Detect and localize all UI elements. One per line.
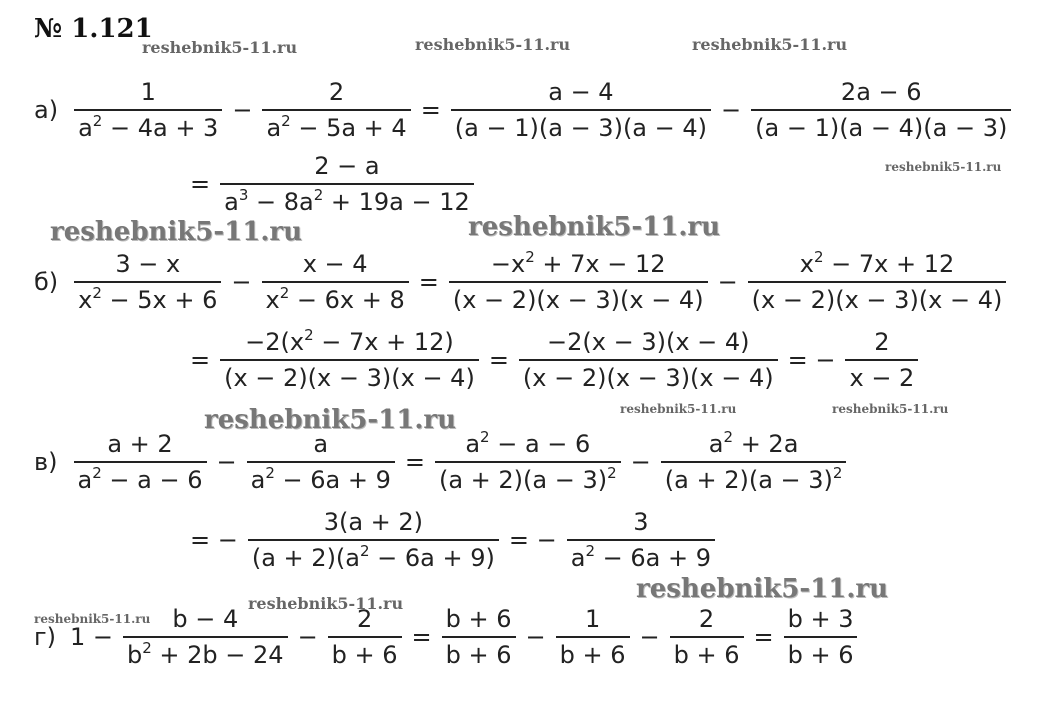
numerator: 2 − a (314, 152, 380, 180)
denominator: b + 6 (442, 636, 516, 669)
numerator: 2 (356, 605, 373, 633)
denominator: x − 2 (845, 359, 918, 392)
denominator: (a − 1)(a − 3)(a − 4) (451, 109, 711, 142)
problem-number: № 1.121 (34, 14, 153, 44)
operator: = (411, 623, 432, 651)
watermark: reshebnik5-11.ru (692, 35, 848, 54)
fraction (328, 605, 402, 669)
fraction (567, 508, 715, 572)
numerator: $x^2 - 7x + 12$ (799, 248, 955, 278)
numerator: $a^2 + 2a$ (708, 428, 799, 458)
denominator: $x^2 - 6x + 8$ (262, 281, 409, 314)
denominator: $a^2 - 6a + 9$ (567, 539, 715, 572)
fraction (748, 250, 1007, 314)
numerator: −2(x − 3)(x − 4) (547, 328, 750, 356)
equation-a-line-2 (186, 152, 480, 216)
fraction (74, 78, 222, 142)
watermark: reshebnik5-11.ru (636, 574, 889, 604)
equation-b-line-2 (186, 328, 924, 392)
numerator: $-2(x^2 - 7x + 12)$ (245, 326, 454, 356)
watermark: reshebnik5-11.ru (620, 402, 737, 416)
numerator: x − 4 (302, 250, 368, 278)
numerator: 1 (140, 78, 156, 106)
numerator: b + 3 (787, 605, 854, 633)
operator: = (190, 346, 211, 374)
operator: = (753, 623, 774, 651)
numerator: 3 (633, 508, 649, 536)
numerator: 3 − x (115, 250, 181, 278)
watermark: reshebnik5-11.ru (34, 612, 151, 626)
equation-g-line-1 (34, 605, 863, 669)
numerator: 3(a + 2) (323, 508, 424, 536)
equation-b-line-1 (34, 250, 1012, 314)
fraction (123, 605, 288, 669)
operator: − (721, 96, 742, 124)
equation-v-line-1 (34, 430, 852, 494)
denominator: $(a + 2)(a - 3)^2$ (435, 461, 621, 494)
denominator: $a^2 - a - 6$ (74, 461, 207, 494)
denominator: b + 6 (556, 636, 630, 669)
fraction (784, 605, 858, 669)
operator: = (190, 170, 211, 198)
operator: − (630, 448, 651, 476)
denominator: b + 6 (670, 636, 744, 669)
denominator: (x − 2)(x − 3)(x − 4) (519, 359, 778, 392)
denominator: $a^2 - 5a + 4$ (262, 109, 410, 142)
watermark: reshebnik5-11.ru (832, 402, 949, 416)
numerator: 1 (584, 605, 601, 633)
numerator: 2a − 6 (840, 78, 922, 106)
numerator: a − 4 (548, 78, 614, 106)
watermark: reshebnik5-11.ru (415, 35, 571, 54)
operator: − (232, 96, 253, 124)
fraction (661, 430, 847, 494)
fraction (262, 78, 410, 142)
watermark: reshebnik5-11.ru (142, 38, 298, 57)
operator: − (525, 623, 546, 651)
operator: = − (787, 346, 836, 374)
operator: − (216, 448, 237, 476)
fraction (751, 78, 1011, 142)
operator: − (717, 268, 738, 296)
fraction (74, 430, 207, 494)
fraction (845, 328, 918, 392)
operator: = − (190, 526, 238, 554)
denominator: $a^2 - 4a + 3$ (74, 109, 222, 142)
fraction (74, 250, 221, 314)
term: 1 − (69, 623, 113, 651)
fraction (449, 250, 708, 314)
operator: − (297, 623, 318, 651)
fraction (556, 605, 630, 669)
denominator: (x − 2)(x − 3)(x − 4) (748, 281, 1007, 314)
numerator: $-x^2 + 7x - 12$ (490, 248, 666, 278)
operator: = (404, 448, 425, 476)
part-label-b: б) (34, 268, 59, 296)
watermark: reshebnik5-11.ru (50, 217, 303, 247)
numerator: $a^2 - a - 6$ (465, 428, 591, 458)
operator: = − (508, 526, 557, 554)
equation-v-line-2 (186, 508, 721, 572)
operator: − (231, 268, 252, 296)
operator: − (639, 623, 660, 651)
fraction (442, 605, 516, 669)
numerator: 2 (328, 78, 345, 106)
part-label-a: а) (34, 96, 59, 124)
denominator: $a^3 - 8a^2 + 19a - 12$ (220, 183, 474, 216)
fraction (248, 508, 499, 572)
denominator: b + 6 (784, 636, 858, 669)
operator: = (488, 346, 509, 374)
denominator: $x^2 - 5x + 6$ (74, 281, 221, 314)
equation-a-line-1 (34, 78, 1017, 142)
fraction (220, 152, 474, 216)
part-label-g: г) (34, 623, 56, 651)
denominator: $b^2 + 2b - 24$ (123, 636, 288, 669)
denominator: (x − 2)(x − 3)(x − 4) (220, 359, 479, 392)
numerator: 2 (698, 605, 715, 633)
numerator: a (313, 430, 329, 458)
denominator: $(a + 2)(a^2 - 6a + 9)$ (248, 539, 499, 572)
denominator: (a − 1)(a − 4)(a − 3) (751, 109, 1011, 142)
operator: = (420, 96, 441, 124)
fraction (247, 430, 395, 494)
part-label-v: в) (34, 448, 58, 476)
watermark: reshebnik5-11.ru (468, 212, 721, 242)
denominator: b + 6 (328, 636, 402, 669)
fraction (451, 78, 711, 142)
denominator: $a^2 - 6a + 9$ (247, 461, 395, 494)
numerator: 2 (874, 328, 890, 356)
watermark: reshebnik5-11.ru (204, 405, 457, 435)
numerator: b − 4 (172, 605, 239, 633)
numerator: a + 2 (107, 430, 173, 458)
operator: = (418, 268, 439, 296)
watermark: reshebnik5-11.ru (885, 160, 1002, 174)
fraction (519, 328, 778, 392)
fraction (220, 328, 479, 392)
fraction (262, 250, 409, 314)
denominator: (x − 2)(x − 3)(x − 4) (449, 281, 708, 314)
denominator: $(a + 2)(a - 3)^2$ (661, 461, 847, 494)
watermark: reshebnik5-11.ru (248, 594, 404, 613)
fraction (435, 430, 621, 494)
numerator: b + 6 (445, 605, 512, 633)
fraction (670, 605, 744, 669)
